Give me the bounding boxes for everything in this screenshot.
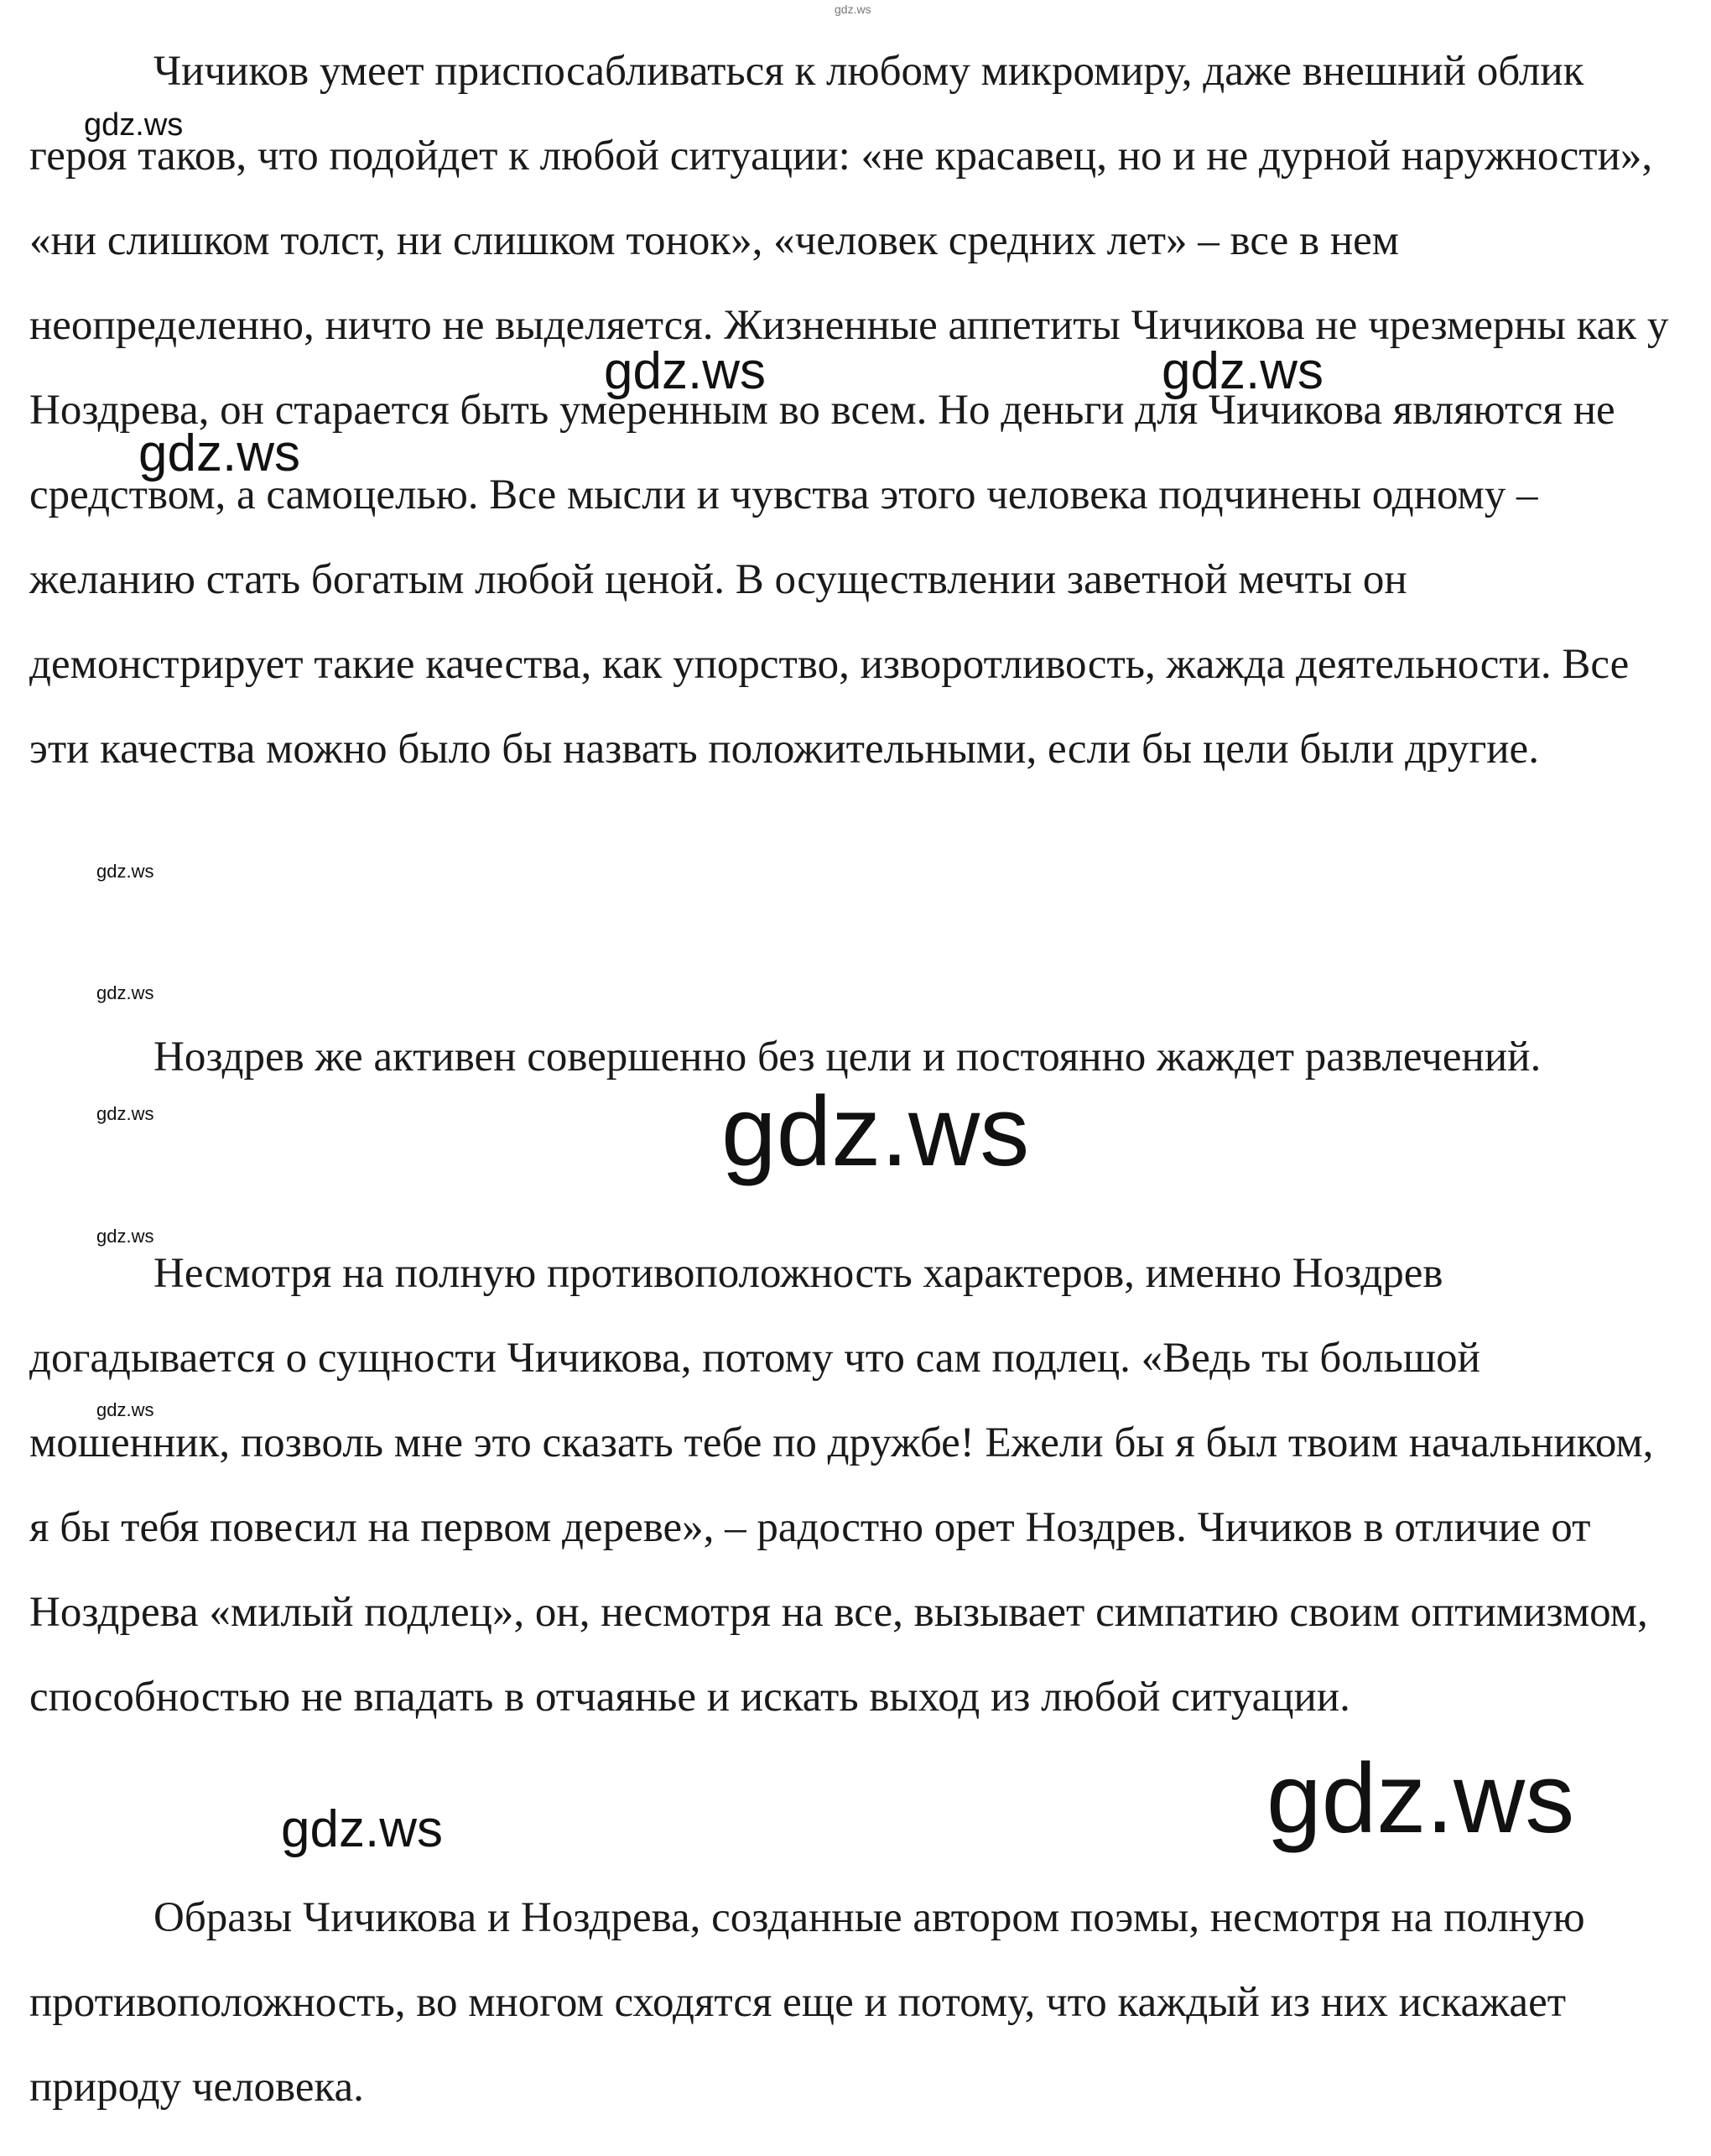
watermark-10: gdz.ws: [96, 1399, 154, 1420]
paragraph-2: Ноздрев же активен совершенно без цели и постоянно жаждет развлечений.: [153, 1034, 1542, 1081]
paragraph-4: Образы Чичикова и Ноздрева, созданные автором поэмы, несмотря на полную противоположность, во многом сходятся еще и потому, что каждый из них искажает природу человека.: [29, 1894, 1585, 2111]
watermark-top: gdz.ws: [835, 3, 871, 16]
watermark-2: gdz.ws: [604, 342, 766, 400]
watermark-9: gdz.ws: [96, 1226, 154, 1247]
watermark-5: gdz.ws: [96, 861, 154, 882]
paragraph-3: Несмотря на полную противоположность характеров, именно Ноздрев догадывается о сущности Чичикова, потому что сам подлец. «Ведь ты большой мошенник, позволь мне это сказать тебе по дружбе! Ежели бы я был твоим начальником, я бы тебя повесил на первом дереве», – радостно орет Ноздрев. Чичиков в отличие от Ноздрева «милый подлец», он, несмотря на все, вызывает симпатию своим оптимизмом, способностью не впадать в отчаянье и искать выход из любой ситуации.: [29, 1250, 1654, 1721]
watermark-7: gdz.ws: [721, 1076, 1030, 1187]
watermark-3: gdz.ws: [1162, 342, 1324, 400]
watermark-6: gdz.ws: [96, 982, 154, 1003]
watermark-12: gdz.ws: [281, 1800, 443, 1858]
watermark-11: gdz.ws: [1266, 1743, 1575, 1854]
watermark-1: gdz.ws: [84, 107, 184, 143]
watermark-4: gdz.ws: [138, 424, 300, 482]
paragraph-1: Чичиков умеет приспосабливаться к любому микромиру, даже внешний облик героя таков, что подойдет к любой ситуации: «не красавец, но и не дурной наружности», «ни слишком толст, ни слишком тонок», «человек средних лет» – все в нем неопределенно, ничто не выделяется. Жизненные аппетиты Чичикова не чрезмерны как у Ноздрева, он старается быть умеренным во всем. Но деньги для Чичикова являются не средством, а самоцелью. Все мысли и чувства этого человека подчинены одному – желанию стать богатым любой ценой. В осуществлении заветной мечты он демонстрирует такие качества, как упорство, изворотливость, жажда деятельности. Все эти качества можно было бы назвать положительными, если бы цели были другие.: [29, 48, 1669, 773]
watermark-8: gdz.ws: [96, 1103, 154, 1124]
